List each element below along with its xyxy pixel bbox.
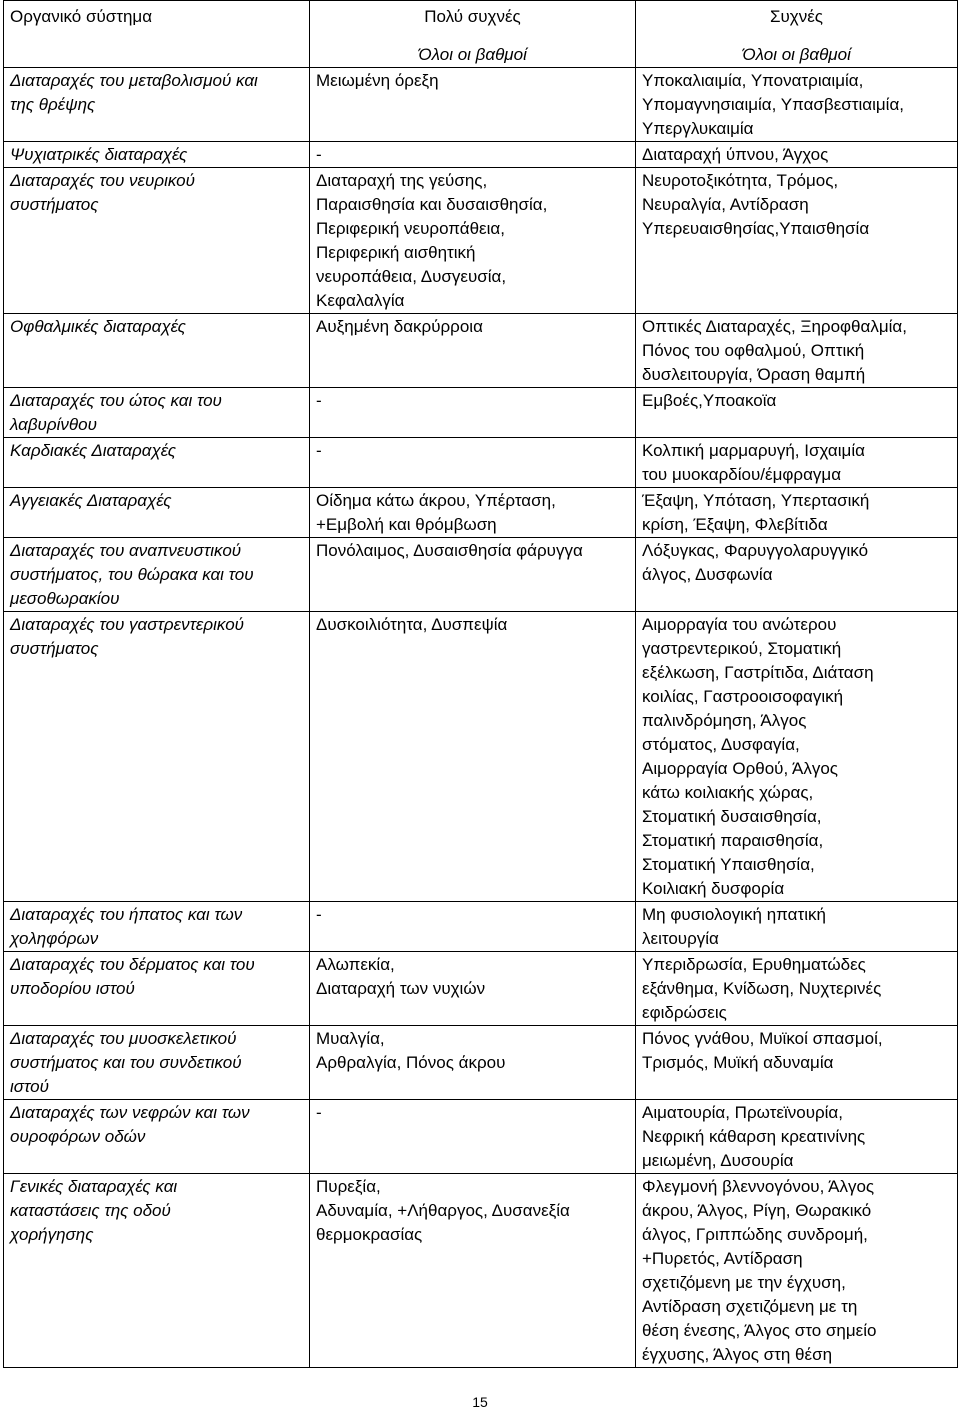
table-row — [4, 388, 958, 438]
cell-line: άλγος, Γριππώδης συνδρομή, — [642, 1225, 868, 1244]
organ-system-cell — [4, 488, 310, 538]
table-row — [4, 952, 958, 1026]
cell-line: Έξαψη, Υπόταση, Υπερτασική — [642, 491, 870, 510]
cell-line: Αλωπεκία, — [316, 955, 395, 974]
organ-system-cell — [4, 438, 310, 488]
cell-line: - — [316, 391, 322, 410]
cell-line: Γενικές διαταραχές και — [10, 1177, 178, 1196]
cell-line: Λόξυγκας, Φαρυγγολαρυγγικό — [642, 541, 869, 560]
cell-line: δυσλειτουργία, Όραση θαμπή — [642, 365, 866, 384]
cell-line: Αγγειακές Διαταραχές — [10, 491, 172, 510]
cell-line: Αρθραλγία, Πόνος άκρου — [316, 1053, 506, 1072]
cell-line: γαστρεντερικού, Στοματική — [642, 639, 842, 658]
organ-system-cell — [4, 314, 310, 388]
common-cell — [636, 1026, 958, 1100]
cell-line: Αυξημένη δακρύρροια — [316, 317, 483, 336]
cell-line: εφιδρώσεις — [642, 1003, 727, 1022]
cell-line: μειωμένη, Δυσουρία — [642, 1151, 794, 1170]
cell-line: υποδορίου ιστού — [10, 979, 135, 998]
table-row — [4, 1174, 958, 1368]
cell-line: Στοματική Υπαισθησία, — [642, 855, 815, 874]
cell-line: σχετιζόμενη με την έγχυση, — [642, 1273, 846, 1292]
cell-line: Υπερευαισθησίας,Υπαισθησία — [642, 219, 870, 238]
organ-system-cell — [4, 1174, 310, 1368]
cell-line: Υποκαλιαιμία, Υπονατριαιμία, — [642, 71, 864, 90]
cell-line: Δυσκοιλιότητα, Δυσπεψία — [316, 615, 508, 634]
cell-line: - — [316, 145, 322, 164]
cell-line: Μυαλγία, — [316, 1029, 385, 1048]
cell-line: θερμοκρασίας — [316, 1225, 423, 1244]
cell-line: καταστάσεις της οδού — [10, 1201, 171, 1220]
common-cell — [636, 1174, 958, 1368]
cell-line: Μειωμένη όρεξη — [316, 71, 439, 90]
very-common-cell — [310, 438, 636, 488]
cell-line: άλγος, Δυσφωνία — [642, 565, 773, 584]
table-row — [4, 438, 958, 488]
table-row — [4, 1100, 958, 1174]
very-common-cell — [310, 314, 636, 388]
cell-line: Αντίδραση σχετιζόμενη με τη — [642, 1297, 858, 1316]
cell-line: Διαταραχές των νεφρών και των — [10, 1103, 250, 1122]
cell-line: άκρου, Άλγος, Ρίγη, Θωρακικό — [642, 1201, 872, 1220]
organ-system-cell — [4, 1026, 310, 1100]
organ-system-cell — [4, 1100, 310, 1174]
cell-line: Μη φυσιολογική ηπατική — [642, 905, 826, 924]
common-cell — [636, 168, 958, 314]
very-common-cell — [310, 1174, 636, 1368]
cell-line: Υπομαγνησιαιμία, Υπασβεστιαιμία, — [642, 95, 904, 114]
grades-very-common: Όλοι οι βαθμοί — [310, 35, 636, 68]
organ-system-cell — [4, 612, 310, 902]
cell-line: Οπτικές Διαταραχές, Ξηροφθαλμία, — [642, 317, 907, 336]
cell-line: Πυρεξία, — [316, 1177, 381, 1196]
cell-line: Διαταραχές του αναπνευστικού — [10, 541, 242, 560]
cell-line: Τρισμός, Μυϊκή αδυναμία — [642, 1053, 834, 1072]
table-row — [4, 902, 958, 952]
common-cell — [636, 488, 958, 538]
common-cell — [636, 388, 958, 438]
very-common-cell — [310, 1026, 636, 1100]
common-cell — [636, 314, 958, 388]
cell-line: έγχυσης, Άλγος στη θέση — [642, 1345, 833, 1364]
cell-line: Διαταραχή της γεύσης, — [316, 171, 488, 190]
cell-line: Περιφερική νευροπάθεια, — [316, 219, 505, 238]
organ-system-cell — [4, 68, 310, 142]
grades-empty — [4, 35, 310, 68]
cell-line: Αιμορραγία Ορθού, Άλγος — [642, 759, 838, 778]
very-common-cell — [310, 142, 636, 168]
cell-line: Στοματική παραισθησία, — [642, 831, 824, 850]
common-cell — [636, 142, 958, 168]
common-cell — [636, 68, 958, 142]
cell-line: εξάνθημα, Κνίδωση, Νυχτερινές — [642, 979, 882, 998]
cell-line: Διαταραχές του ώτος και του — [10, 391, 222, 410]
header-common: Συχνές — [636, 1, 958, 36]
cell-line: Αιμορραγία του ανώτερου — [642, 615, 837, 634]
cell-line: Υπεργλυκαιμία — [642, 119, 754, 138]
grades-row — [4, 35, 958, 68]
cell-line: Οίδημα κάτω άκρου, Υπέρταση, — [316, 491, 556, 510]
cell-line: Διαταραχή των νυχιών — [316, 979, 486, 998]
cell-line: κρίση, Έξαψη, Φλεβίτιδα — [642, 515, 828, 534]
cell-line: ουροφόρων οδών — [10, 1127, 146, 1146]
cell-line: νευροπάθεια, Δυσγευσία, — [316, 267, 507, 286]
cell-line: παλινδρόμηση, Άλγος — [642, 711, 807, 730]
very-common-cell — [310, 612, 636, 902]
cell-line: λαβυρίνθου — [10, 415, 97, 434]
table-row — [4, 488, 958, 538]
common-cell — [636, 1100, 958, 1174]
cell-line: λειτουργία — [642, 929, 719, 948]
cell-line: Κολπική μαρμαρυγή, Ισχαιμία — [642, 441, 865, 460]
cell-line: Νεφρική κάθαρση κρεατινίνης — [642, 1127, 866, 1146]
cell-line: Εμβοές,Υποακοϊα — [642, 391, 777, 410]
common-cell — [636, 612, 958, 902]
very-common-cell — [310, 952, 636, 1026]
cell-line: Διαταραχές του ήπατος και των — [10, 905, 243, 924]
cell-line: Κεφαλαλγία — [316, 291, 405, 310]
cell-line: του μυοκαρδίου/έμφραγμα — [642, 465, 842, 484]
cell-line: Πονόλαιμος, Δυσαισθησία φάρυγγα — [316, 541, 583, 560]
common-cell — [636, 902, 958, 952]
very-common-cell — [310, 68, 636, 142]
cell-line: Παραισθησία και δυσαισθησία, — [316, 195, 548, 214]
common-cell — [636, 438, 958, 488]
cell-line: Στοματική δυσαισθησία, — [642, 807, 822, 826]
common-cell — [636, 952, 958, 1026]
cell-line: Νευροτοξικότητα, Τρόμος, — [642, 171, 839, 190]
cell-line: συστήματος — [10, 195, 99, 214]
cell-line: Διαταραχή ύπνου, Άγχος — [642, 145, 829, 164]
cell-line: - — [316, 441, 322, 460]
cell-line: Ψυχιατρικές διαταραχές — [10, 145, 188, 164]
cell-line: συστήματος — [10, 639, 99, 658]
organ-system-cell — [4, 902, 310, 952]
cell-line: Υπεριδρωσία, Ερυθηματώδες — [642, 955, 866, 974]
very-common-cell — [310, 168, 636, 314]
cell-line: ιστού — [10, 1077, 49, 1096]
organ-system-cell — [4, 168, 310, 314]
very-common-cell — [310, 388, 636, 438]
cell-line: Διαταραχές του γαστρεντερικού — [10, 615, 244, 634]
cell-line: Νευραλγία, Αντίδραση — [642, 195, 809, 214]
cell-line: Οφθαλμικές διαταραχές — [10, 317, 186, 336]
very-common-cell — [310, 902, 636, 952]
cell-line: συστήματος, του θώρακα και του — [10, 565, 254, 584]
cell-line: της θρέψης — [10, 95, 96, 114]
cell-line: συστήματος και του συνδετικού — [10, 1053, 242, 1072]
table-row — [4, 142, 958, 168]
table-row — [4, 612, 958, 902]
cell-line: Πόνος γνάθου, Μυϊκοί σπασμοί, — [642, 1029, 883, 1048]
cell-line: Φλεγμονή βλεννογόνου, Άλγος — [642, 1177, 875, 1196]
table-row — [4, 538, 958, 612]
header-organ-system: Οργανικό σύστημα — [4, 1, 310, 36]
cell-line: - — [316, 905, 322, 924]
cell-line: Διαταραχές του νευρικού — [10, 171, 195, 190]
cell-line: Πόνος του οφθαλμού, Οπτική — [642, 341, 865, 360]
cell-line: Διαταραχές του δέρματος και του — [10, 955, 255, 974]
cell-line: χορήγησης — [10, 1225, 94, 1244]
organ-system-cell — [4, 538, 310, 612]
cell-line: κάτω κοιλιακής χώρας, — [642, 783, 814, 802]
cell-line: +Πυρετός, Αντίδραση — [642, 1249, 803, 1268]
table-row — [4, 314, 958, 388]
table-row — [4, 168, 958, 314]
organ-system-cell — [4, 142, 310, 168]
cell-line: Διαταραχές του μυοσκελετικού — [10, 1029, 237, 1048]
cell-line: κοιλίας, Γαστροοισοφαγική — [642, 687, 844, 706]
organ-system-cell — [4, 388, 310, 438]
cell-line: στόματος, Δυσφαγία, — [642, 735, 800, 754]
table-row — [4, 68, 958, 142]
cell-line: μεσοθωρακίου — [10, 589, 120, 608]
cell-line: Αιματουρία, Πρωτεϊνουρία, — [642, 1103, 843, 1122]
very-common-cell — [310, 1100, 636, 1174]
adverse-reactions-table — [3, 0, 958, 1368]
grades-common: Όλοι οι βαθμοί — [636, 35, 958, 68]
very-common-cell — [310, 538, 636, 612]
cell-line: χοληφόρων — [10, 929, 99, 948]
cell-line: - — [316, 1103, 322, 1122]
header-very-common: Πολύ συχνές — [310, 1, 636, 36]
cell-line: Διαταραχές του μεταβολισμού και — [10, 71, 258, 90]
common-cell — [636, 538, 958, 612]
cell-line: Περιφερική αισθητική — [316, 243, 476, 262]
table-row — [4, 1026, 958, 1100]
cell-line: Καρδιακές Διαταραχές — [10, 441, 177, 460]
cell-line: εξέλκωση, Γαστρίτιδα, Διάταση — [642, 663, 874, 682]
cell-line: θέση ένεσης, Άλγος στο σημείο — [642, 1321, 877, 1340]
cell-line: +Εμβολή και θρόμβωση — [316, 515, 497, 534]
organ-system-cell — [4, 952, 310, 1026]
cell-line: Αδυναμία, +Λήθαργος, Δυσανεξία — [316, 1201, 570, 1220]
very-common-cell — [310, 488, 636, 538]
header-row — [4, 1, 958, 36]
cell-line: Κοιλιακή δυσφορία — [642, 879, 785, 898]
page-number: 15 — [472, 1394, 488, 1410]
